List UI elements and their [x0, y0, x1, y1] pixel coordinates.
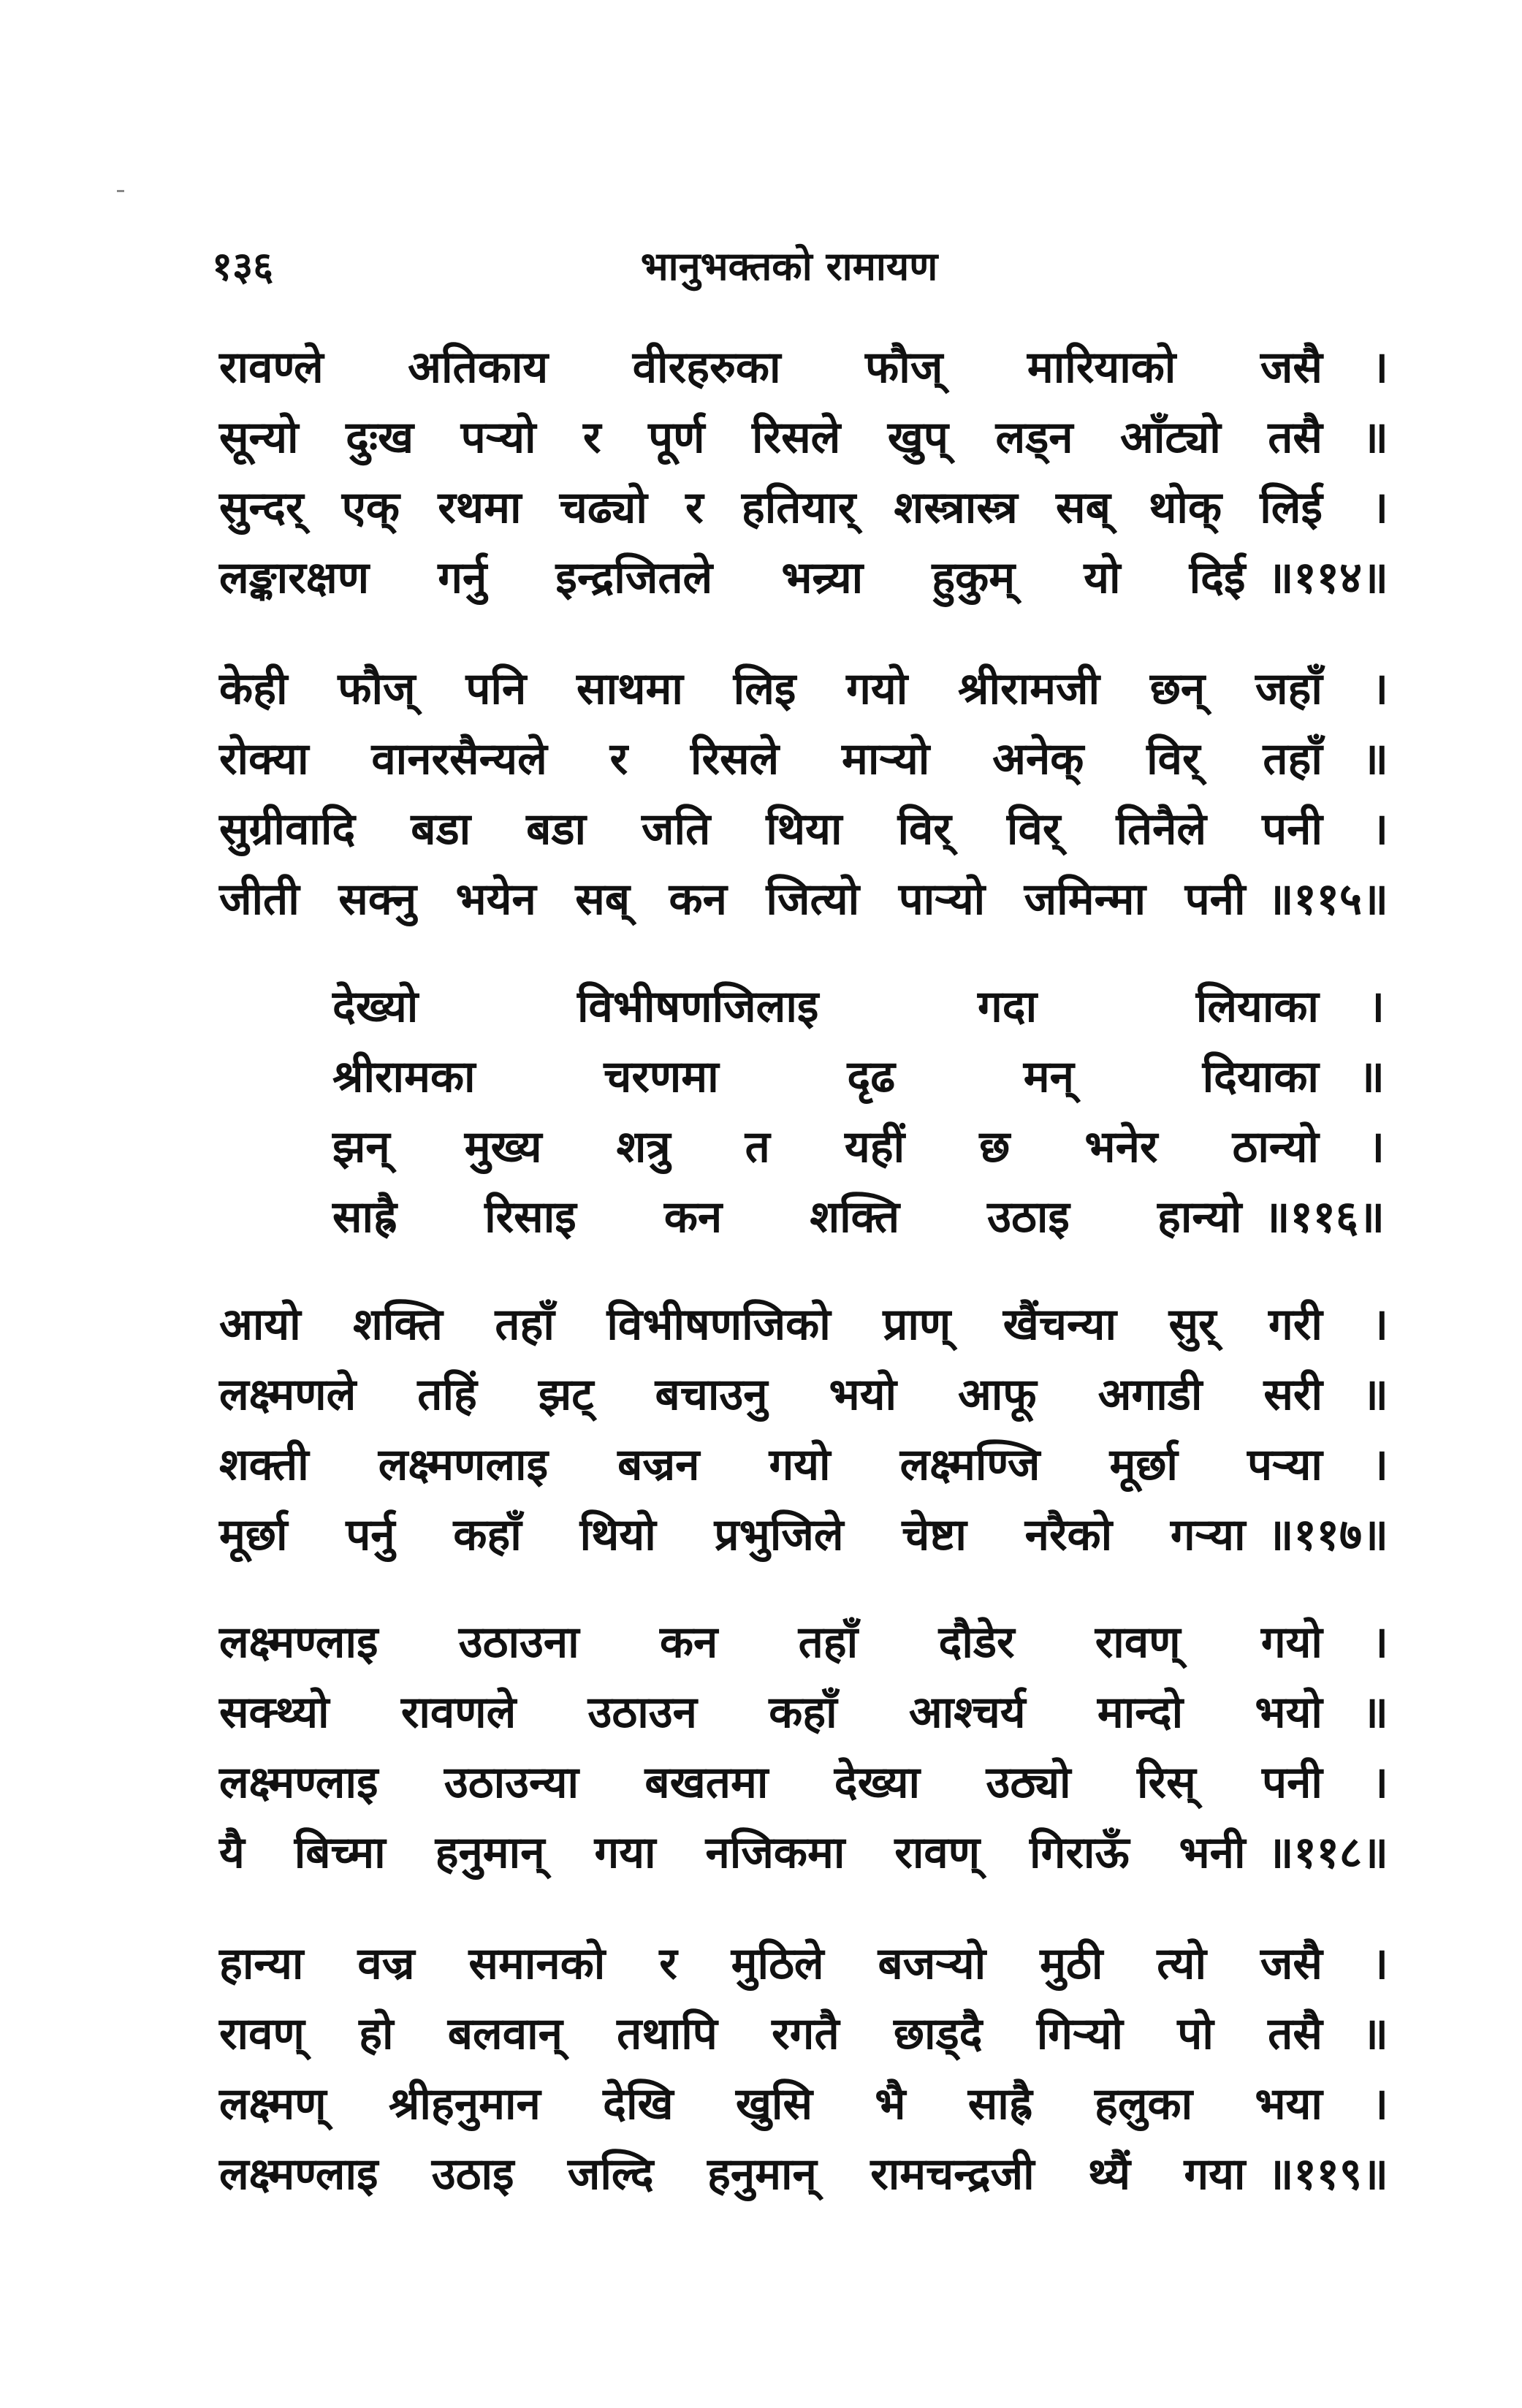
verse-block	[219, 1289, 1388, 1570]
verse-word: सुग्रीवादि	[219, 804, 356, 855]
verse-line-words	[219, 1929, 1344, 1999]
verse-word: उठ्यो	[986, 1757, 1071, 1808]
verse-word: श्रीहनुमान	[388, 2079, 541, 2130]
verse-end-mark: ।	[1368, 981, 1385, 1032]
verse-word: साह्रै	[332, 1192, 397, 1243]
verse-word: माऱ्यो	[842, 734, 930, 785]
verse-word: पनी	[1262, 804, 1323, 855]
verse-word: बडा	[411, 804, 471, 855]
verse-word: त	[745, 1121, 770, 1173]
verse-word: सुर्	[1168, 1299, 1217, 1350]
verse-line	[219, 1999, 1388, 2069]
verse-word: उठाउन	[587, 1687, 697, 1738]
verse-word: कन	[659, 1617, 718, 1668]
verse-line	[219, 1677, 1388, 1748]
verse-line	[332, 1182, 1385, 1252]
verse-word: मूर्छा	[1109, 1439, 1178, 1490]
verse-word: वीरहरुका	[632, 342, 781, 393]
verse-end-mark: ॥११६॥	[1263, 1192, 1385, 1243]
verse-line-words	[219, 1748, 1344, 1818]
verse-word: गरी	[1268, 1299, 1323, 1350]
verse-word: हान्यो	[1157, 1192, 1242, 1243]
verse-word: गयो	[846, 663, 908, 715]
verse-line	[219, 1607, 1388, 1677]
verse-block	[219, 1929, 1388, 2209]
verse-line	[219, 864, 1388, 934]
verse-word: दृढ	[847, 1051, 896, 1102]
verse-word: लिइ	[733, 663, 796, 715]
verse-word: लिई	[1260, 482, 1323, 533]
verse-line-words	[219, 1360, 1344, 1430]
verse-word: विर्	[1006, 804, 1061, 855]
verse-word: गया	[594, 1827, 656, 1878]
verse-word: गया	[1184, 2149, 1246, 2200]
verse-word: बखतमा	[644, 1757, 769, 1808]
verse-word: लक्ष्मणलाइ	[378, 1439, 549, 1490]
verse-word: रिसले	[690, 734, 780, 785]
verse-word: लक्ष्मण्	[219, 2079, 327, 2130]
verse-block	[219, 654, 1388, 934]
verse-word: लक्ष्मण्लाइ	[219, 1617, 378, 1668]
verse-word: भन्र्या	[781, 552, 864, 603]
verse-end-mark: ॥११४॥	[1267, 552, 1388, 603]
verse-word: चढ्यो	[559, 482, 647, 533]
verse-word: विभीषणजिलाइ	[577, 981, 819, 1032]
verse-end-mark: ।	[1371, 342, 1388, 393]
verse-line-words	[219, 543, 1268, 613]
verse-end-mark: ।	[1371, 1299, 1388, 1350]
verse-word: उठाइ	[431, 2149, 514, 2200]
verse-word: हान्या	[219, 1938, 304, 1989]
verse-line	[219, 1500, 1388, 1570]
verse-end-mark: ।	[1371, 804, 1388, 855]
verse-word: तहाँ	[1263, 734, 1323, 785]
verse-word: मुठिले	[731, 1938, 824, 1989]
verse-block	[332, 972, 1385, 1252]
verse-word: मूर्छा	[219, 1509, 288, 1561]
verse-word: रावण्	[894, 1827, 981, 1878]
verse-line	[219, 2069, 1388, 2139]
verse-word: उठाउना	[458, 1617, 579, 1668]
verse-block	[219, 332, 1388, 613]
verse-word: जीती	[219, 874, 300, 925]
verse-word: जसै	[1260, 1938, 1323, 1989]
verse-word: रावण्	[1095, 1617, 1181, 1668]
verse-word: लियाका	[1195, 981, 1319, 1032]
verse-line	[219, 794, 1388, 864]
verse-word: यो	[1084, 552, 1121, 603]
verse-line-words	[219, 1818, 1268, 1888]
verse-word: अनेक्	[992, 734, 1084, 785]
verse-line-words	[219, 332, 1344, 403]
verse-word: हुकुम्	[932, 552, 1016, 603]
verse-end-mark: ।	[1371, 1617, 1388, 1668]
verse-word: हलुका	[1094, 2079, 1193, 2130]
verse-end-mark: ।	[1368, 1121, 1385, 1173]
verse-word: तिनैले	[1116, 804, 1207, 855]
verse-line	[219, 1430, 1388, 1500]
verse-word: बज्रन	[617, 1439, 700, 1490]
verse-line	[219, 1360, 1388, 1430]
verse-word: यहीं	[844, 1121, 905, 1173]
verse-word: खुसि	[735, 2079, 813, 2130]
verse-line	[219, 473, 1388, 543]
verse-word: दौडेर	[938, 1617, 1015, 1668]
verse-word: तहाँ	[798, 1617, 859, 1668]
verse-word: उठाइ	[987, 1192, 1070, 1243]
verse-word: रावण्ले	[219, 342, 324, 393]
verse-word: लक्ष्मण्लाइ	[219, 1757, 378, 1808]
verse-word: कहाँ	[769, 1687, 837, 1738]
verse-word: छन्	[1149, 663, 1206, 715]
verse-word: नरैको	[1024, 1509, 1113, 1561]
verse-word: सरी	[1263, 1369, 1323, 1420]
verse-line-words	[219, 1999, 1344, 2069]
verse-word: मुख्य	[464, 1121, 542, 1173]
verse-end-mark: ॥११७॥	[1267, 1509, 1388, 1561]
verse-word: रथमा	[438, 482, 522, 533]
verse-word: शक्ति	[353, 1299, 443, 1350]
verse-line	[219, 2139, 1388, 2209]
verse-word: दियाका	[1202, 1051, 1319, 1102]
verse-word: मान्दो	[1097, 1687, 1184, 1738]
verse-word: लक्ष्मण्लाइ	[219, 2149, 378, 2200]
verse-word: एक्	[341, 482, 400, 533]
verse-word: पनी	[1262, 1757, 1323, 1808]
verse-line	[332, 1042, 1385, 1112]
verse-word: नजिकमा	[705, 1827, 845, 1878]
verse-end-mark: ॥११९॥	[1267, 2149, 1388, 2200]
verse-end-mark: ।	[1371, 2079, 1388, 2130]
verse-word: रगतै	[772, 2008, 840, 2060]
verse-word: समानको	[468, 1938, 606, 1989]
running-title: भानुभक्तको रामायण	[640, 243, 938, 289]
verse-word: अतिकाय	[408, 342, 549, 393]
verse-word: शक्ति	[810, 1192, 900, 1243]
verse-end-mark: ।	[1371, 1938, 1388, 1989]
verse-word: र	[685, 482, 704, 533]
verse-word: तहिं	[417, 1369, 477, 1420]
verse-word: लक्ष्मणले	[219, 1369, 357, 1420]
verse-line-words	[219, 1500, 1268, 1570]
verse-word: थोक्	[1149, 482, 1222, 533]
verse-line	[332, 972, 1385, 1042]
verse-word: पनी	[1184, 874, 1246, 925]
verse-word: थ्यैं	[1088, 2149, 1131, 2200]
verse-word: छाड्दै	[893, 2008, 983, 2060]
verse-line-words	[219, 2139, 1268, 2209]
verse-word: केही	[219, 663, 288, 715]
verse-word: गिऱ्यो	[1036, 2008, 1123, 2060]
verse-word: आश्चर्य	[908, 1687, 1026, 1738]
scan-speck	[117, 190, 124, 192]
verse-word: भयेन	[455, 874, 536, 925]
verse-word: सून्यो	[219, 412, 299, 463]
verse-line	[219, 724, 1388, 794]
verse-word: देखि	[603, 2079, 674, 2130]
verse-word: खुप्	[887, 412, 948, 463]
verse-word: साह्रै	[967, 2079, 1032, 2130]
verse-word: बलवान्	[447, 2008, 563, 2060]
verse-word: गदा	[977, 981, 1038, 1032]
verse-word: प्रभुजिले	[714, 1509, 844, 1561]
verse-word: रोक्या	[219, 734, 309, 785]
verse-word: उठाउन्या	[444, 1757, 579, 1808]
verse-word: त्यो	[1157, 1938, 1206, 1989]
verse-end-mark: ॥११८॥	[1267, 1827, 1388, 1878]
verse-word: मुठी	[1040, 1938, 1103, 1989]
verse-line-words	[219, 654, 1344, 724]
verse-word: तहाँ	[495, 1299, 555, 1350]
verse-word: सब्	[1056, 482, 1111, 533]
verse-line-words	[332, 1112, 1341, 1182]
verse-word: अगाडी	[1097, 1369, 1203, 1420]
verse-end-mark: ।	[1371, 1757, 1388, 1808]
verse-line	[219, 654, 1388, 724]
verse-end-mark: ॥११५॥	[1267, 874, 1388, 925]
verse-word: सब्	[575, 874, 631, 925]
verse-line-words	[332, 972, 1341, 1042]
verse-word: रामचन्द्रजी	[870, 2149, 1035, 2200]
verse-line	[219, 1289, 1388, 1360]
verse-word: जल्दि	[567, 2149, 654, 2200]
verse-line	[332, 1112, 1385, 1182]
verse-line-words	[219, 724, 1344, 794]
verse-word: शस्त्रास्त्र	[894, 482, 1018, 533]
verse-end-mark: ।	[1371, 1439, 1388, 1490]
verse-line-words	[219, 473, 1344, 543]
verse-word: भै	[875, 2079, 906, 2130]
verse-word: झन्	[332, 1121, 390, 1173]
verse-word: चेष्टा	[902, 1509, 967, 1561]
verse-word: छ	[979, 1121, 1011, 1173]
verse-word: वानरसैन्यले	[371, 734, 547, 785]
page-number: १३६	[212, 243, 274, 289]
verse-word: श्रीरामजी	[958, 663, 1100, 715]
verse-word: दुःख	[346, 412, 414, 463]
verse-word: शक्ती	[219, 1439, 309, 1490]
verse-line	[219, 1818, 1388, 1888]
verse-end-mark: ॥	[1362, 1687, 1388, 1738]
verse-word: जहाँ	[1255, 663, 1323, 715]
verse-word: फौज्	[865, 342, 943, 393]
verse-line-words	[219, 2069, 1344, 2139]
verse-word: यै	[219, 1827, 245, 1878]
verse-line	[219, 543, 1388, 613]
verse-word: रावण्	[219, 2008, 305, 2060]
verse-word: लड्न	[995, 412, 1073, 463]
verse-word: हनुमान्	[435, 1827, 545, 1878]
verse-word: कन	[669, 874, 727, 925]
verse-word: भनेर	[1084, 1121, 1158, 1173]
verse-word: पऱ्यो	[460, 412, 536, 463]
verse-word: लङ्कारक्षण	[219, 552, 370, 603]
verse-word: ठान्यो	[1232, 1121, 1319, 1173]
verse-word: मारियाको	[1027, 342, 1176, 393]
verse-word: जति	[642, 804, 711, 855]
verse-word: तसै	[1268, 2008, 1323, 2060]
verse-word: हतियार्	[741, 482, 856, 533]
verse-line-words	[219, 1289, 1344, 1360]
verse-word: देख्या	[834, 1757, 921, 1808]
verse-word: पाऱ्यो	[898, 874, 986, 925]
page-header	[212, 237, 1366, 303]
verse-line	[219, 1929, 1388, 1999]
verse-word: तसै	[1268, 412, 1323, 463]
verse-line-words	[219, 1607, 1344, 1677]
verse-word: गयो	[1260, 1617, 1323, 1668]
verse-word: सुन्दर्	[219, 482, 304, 533]
verse-word: खैंचन्या	[1002, 1299, 1116, 1350]
verse-word: थियो	[579, 1509, 656, 1561]
verse-end-mark: ॥	[1362, 412, 1388, 463]
verse-word: चरणमा	[604, 1051, 719, 1102]
verse-word: पनि	[465, 663, 527, 715]
verse-word: रिस्	[1136, 1757, 1196, 1808]
verse-end-mark: ॥	[1358, 1051, 1385, 1102]
verse-word: रिसाइ	[484, 1192, 577, 1243]
verse-word: दिई	[1189, 552, 1246, 603]
verse-line-words	[332, 1182, 1264, 1252]
verse-word: शत्रु	[616, 1121, 671, 1173]
verse-line	[219, 403, 1388, 473]
verse-block	[219, 1607, 1388, 1888]
verse-word: विर्	[897, 804, 951, 855]
verse-word: आयो	[219, 1299, 301, 1350]
verse-end-mark: ।	[1371, 482, 1388, 533]
verse-end-mark: ॥	[1362, 1369, 1388, 1420]
verse-word: भनी	[1179, 1827, 1246, 1878]
verse-word: तथापि	[617, 2008, 718, 2060]
verse-word: विर्	[1146, 734, 1201, 785]
verse-line-words	[219, 1430, 1344, 1500]
verse-end-mark: ।	[1371, 663, 1388, 715]
verse-word: हो	[359, 2008, 394, 2060]
verse-word: इन्द्रजितले	[555, 552, 713, 603]
verse-word: विभीषणजिको	[606, 1299, 831, 1350]
verse-word: कहाँ	[453, 1509, 522, 1561]
verse-word: प्राण्	[883, 1299, 951, 1350]
verse-word: भयो	[1255, 1687, 1323, 1738]
verse-word: देख्यो	[332, 981, 419, 1032]
verse-word: लक्ष्मण्जि	[899, 1439, 1040, 1490]
verse-word: भयो	[829, 1369, 897, 1420]
verse-word: जमिन्मा	[1024, 874, 1146, 925]
verse-line	[219, 1748, 1388, 1818]
verse-word: र	[583, 412, 601, 463]
verse-word: गयो	[769, 1439, 831, 1490]
verse-word: बचाउनु	[655, 1369, 768, 1420]
verse-line-words	[332, 1042, 1341, 1112]
verse-word: झट्	[538, 1369, 594, 1420]
verse-word: मन्	[1023, 1051, 1074, 1102]
verse-word: हनुमान्	[707, 2149, 817, 2200]
verse-word: श्रीरामका	[332, 1051, 476, 1102]
verse-word: बडा	[526, 804, 587, 855]
verse-word: पूर्ण	[648, 412, 705, 463]
verse-line-words	[219, 403, 1344, 473]
verse-line-words	[219, 864, 1268, 934]
verse-word: पर्नु	[346, 1509, 395, 1561]
verse-line-words	[219, 794, 1344, 864]
verse-word: साथमा	[577, 663, 683, 715]
verse-word: गऱ्या	[1170, 1509, 1246, 1561]
verse-end-mark: ॥	[1362, 734, 1388, 785]
verse-word: आफू	[958, 1369, 1037, 1420]
verse-word: फौज्	[338, 663, 416, 715]
verse-word: थिया	[766, 804, 842, 855]
verse-word: कन	[663, 1192, 723, 1243]
verse-word: गिराऊँ	[1030, 1827, 1130, 1878]
verse-word: आँट्यो	[1120, 412, 1221, 463]
verse-word: रावणले	[400, 1687, 517, 1738]
verse-word: पऱ्या	[1247, 1439, 1323, 1490]
verse-word: बजऱ्यो	[878, 1938, 986, 1989]
verse-end-mark: ॥	[1362, 2008, 1388, 2060]
verse-word: जसै	[1260, 342, 1323, 393]
verse-word: वज्र	[357, 1938, 415, 1989]
verse-word: बिच्मा	[294, 1827, 386, 1878]
verse-line	[219, 332, 1388, 403]
verse-word: सक्थ्यो	[219, 1687, 330, 1738]
verse-word: र	[659, 1938, 677, 1989]
verse-word: र	[609, 734, 628, 785]
verse-word: सक्नु	[338, 874, 417, 925]
verse-word: भया	[1255, 2079, 1323, 2130]
verse-word: पो	[1177, 2008, 1214, 2060]
verse-word: गर्नु	[438, 552, 487, 603]
verse-line-words	[219, 1677, 1344, 1748]
verse-word: रिसले	[752, 412, 841, 463]
verse-word: जित्यो	[766, 874, 860, 925]
